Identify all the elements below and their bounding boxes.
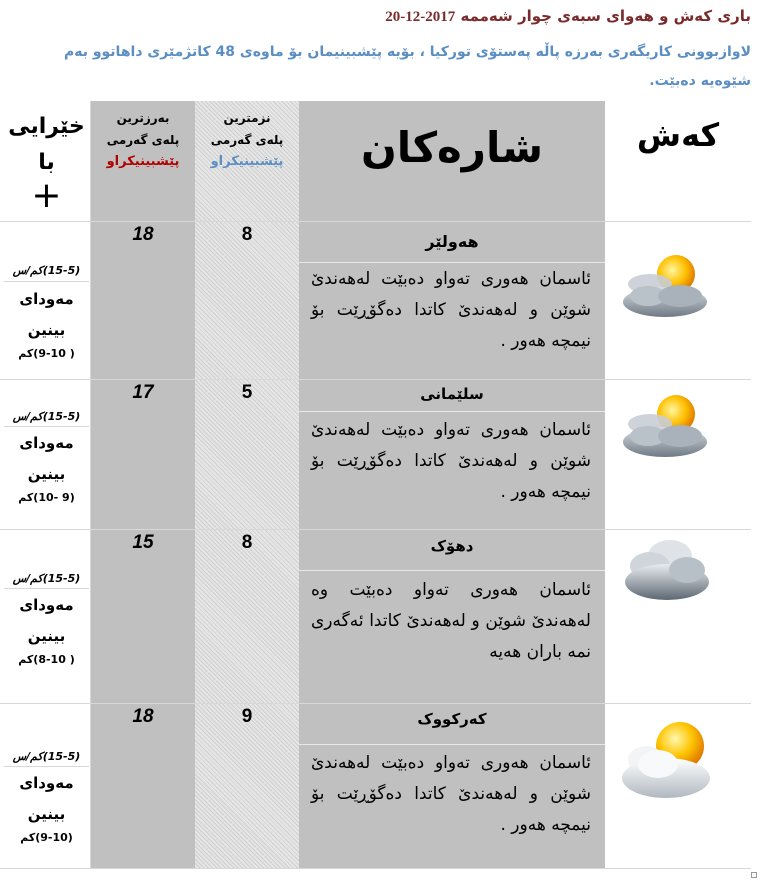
min-temp: 8: [241, 532, 253, 553]
column-divider: [90, 101, 91, 868]
min-label-2: پلەی گەرمی: [210, 133, 284, 147]
visibility-label-2: بینین: [27, 805, 66, 823]
city-divider: [299, 744, 605, 745]
forecast-description: ئاسمان هەوری تەواو دەبێت لەهەندێ شوێن و لەهەندێ کاتدا دەگۆڕێت بۆ نیمچە هەور .: [311, 420, 591, 502]
wind-label-2: با: [38, 150, 55, 175]
visibility-label-1: مەودای: [19, 434, 74, 452]
visibility-km: (9-10)کم: [20, 831, 73, 844]
visibility: [4, 284, 89, 362]
visibility-km: (9 -10)کم: [18, 491, 75, 504]
partly-cloudy-sun-icon: [620, 252, 710, 324]
cloudy-icon: [622, 534, 712, 606]
max-temp: 17: [132, 382, 154, 403]
max-label-1: بەرزترین: [116, 111, 170, 125]
title-text: باری کەش و هەوای سبەی چوار شەممە: [460, 7, 751, 25]
visibility: [4, 428, 89, 506]
wind-speed: (15-5)کم/س: [12, 572, 81, 585]
wind-divider: [4, 766, 89, 767]
max-temp: 18: [132, 224, 154, 245]
page-title: [10, 7, 751, 26]
city-name: هەولێر: [425, 232, 479, 251]
max-temp: 15: [132, 532, 154, 553]
max-forecast-label: پێشبینیکراو: [106, 154, 180, 169]
weather-header: کەش: [636, 116, 720, 154]
resize-handle: [751, 872, 757, 878]
max-temp-header: [91, 101, 195, 221]
row-divider: [0, 221, 751, 222]
wind-header: [4, 101, 89, 221]
city-name: کەرکووک: [417, 710, 487, 728]
forecast-date: 2017-12-20: [385, 9, 456, 25]
visibility-label-1: مەودای: [19, 596, 74, 614]
city-divider: [299, 262, 605, 263]
wind-divider: [4, 281, 89, 282]
partly-cloudy-sun-icon: [620, 392, 710, 464]
wind-speed: (15-5)کم/س: [12, 750, 81, 763]
city-divider: [299, 411, 605, 412]
visibility-label-1: مەودای: [19, 290, 74, 308]
wind-divider: [4, 588, 89, 589]
min-temp: 9: [241, 706, 253, 727]
min-temp: 8: [241, 224, 253, 245]
min-temp-header: [195, 101, 299, 221]
visibility-km: ( 9-10)کم: [18, 347, 75, 360]
city-name: دهۆک: [430, 537, 474, 555]
cities-header: شارەکان: [360, 123, 544, 172]
wind-label-1: خێرایی: [8, 114, 85, 139]
min-temp: 5: [241, 382, 253, 403]
visibility: [4, 768, 89, 846]
row-divider: [0, 703, 751, 704]
min-label-1: نزمترین: [223, 111, 271, 125]
wind-divider: [4, 426, 89, 427]
forecast-notice: لاوازبوونی کاریگەری بەرزە پاڵە پەستۆی تورکیا ، بۆیە پێشبینیمان بۆ ماوەی 48 کاتژمێری داهاتوو بەم شێوەیە دەبێت.: [63, 44, 751, 89]
visibility-label-1: مەودای: [19, 774, 74, 792]
row-divider: [0, 868, 751, 869]
plus-icon: +: [31, 175, 62, 216]
visibility: [4, 590, 89, 668]
min-forecast-label: پێشبینیکراو: [210, 154, 284, 169]
row-divider: [0, 379, 751, 380]
wind-speed: (15-5)کم/س: [12, 410, 81, 423]
visibility-label-2: بینین: [27, 321, 66, 339]
visibility-label-2: بینین: [27, 627, 66, 645]
sun-behind-cloud-icon: [618, 716, 714, 804]
wind-speed: (15-5)کم/س: [12, 264, 81, 277]
forecast-description: ئاسمان هەوری تەواو دەبێت لەهەندێ شوێن و لەهەندێ کاتدا دەگۆڕێت بۆ نیمچە هەور .: [311, 269, 591, 351]
row-divider: [0, 529, 751, 530]
visibility-km: ( 8-10)کم: [18, 653, 75, 666]
city-name: سلێمانی: [420, 385, 484, 403]
forecast-description: ئاسمان هەوری تەواو دەبێت وە لەهەندێ شوێن و لەهەندێ کاتدا ئەگەری نمە باران هەیە: [311, 580, 591, 662]
forecast-description: ئاسمان هەوری تەواو دەبێت لەهەندێ شوێن و لەهەندێ کاتدا دەگۆڕێت بۆ نیمچە هەور .: [311, 753, 591, 835]
max-temp: 18: [132, 706, 154, 727]
city-divider: [299, 570, 605, 571]
max-label-2: پلەی گەرمی: [106, 133, 180, 147]
visibility-label-2: بینین: [27, 465, 66, 483]
